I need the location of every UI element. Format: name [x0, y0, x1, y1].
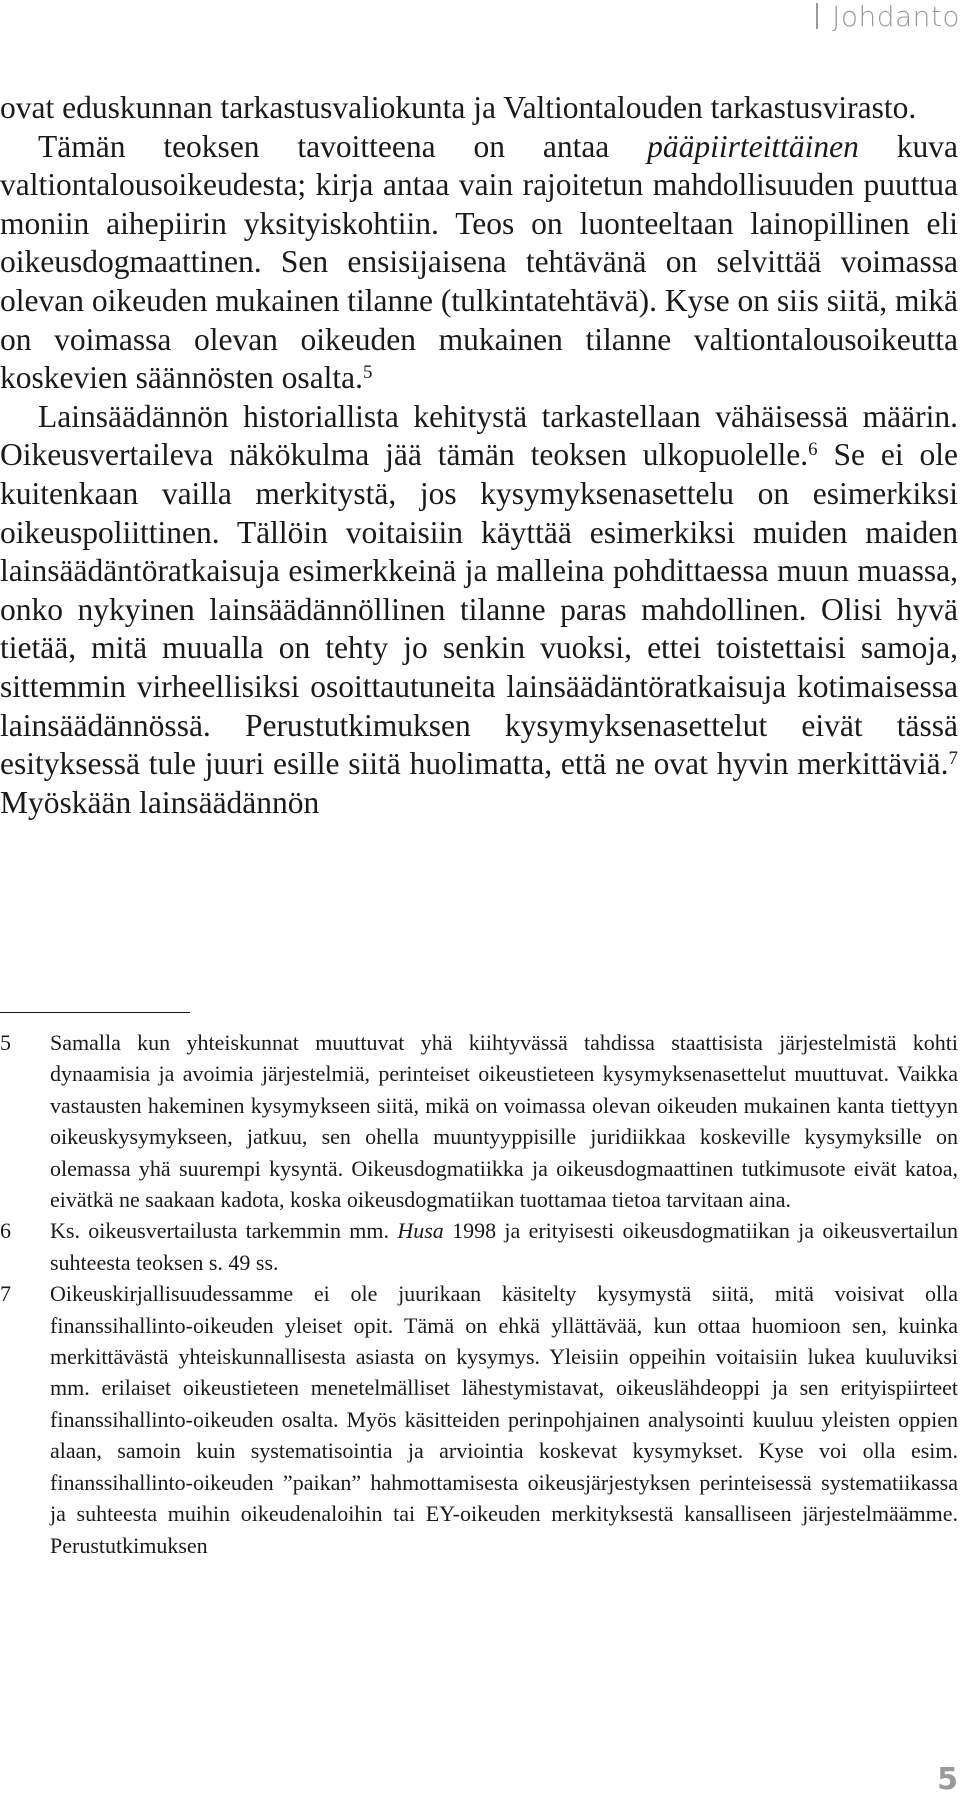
footnote-ref-6[interactable]: 6	[808, 438, 818, 460]
paragraph-3	[0, 398, 958, 823]
paragraph-3-text-c: Myöskään lainsäädännön	[0, 784, 320, 820]
footnote-number: 5	[0, 1030, 11, 1055]
paragraph-2-text-a: Tämän teoksen tavoitteena on antaa	[38, 128, 648, 164]
running-head	[816, 0, 960, 33]
footnote-6	[0, 1215, 958, 1278]
footnote-7	[0, 1278, 958, 1561]
footnote-number: 6	[0, 1218, 11, 1244]
paragraph-3-text-a: Lainsäädännön historiallista kehitystä tarkastellaan vähäisessä määrin. Oikeusvertaileva näkökulma jää tämän teoksen ulkopuolelle.	[0, 398, 958, 473]
footnotes	[0, 1027, 958, 1561]
footnote-separator	[0, 1012, 190, 1013]
footnote-text: Samalla kun yhteiskunnat muuttuvat yhä kiihtyvässä tahdissa staattisista järjestelmistä kohti dynaamisia ja avoimia järjestelmiä, perinteiset oikeustieteen kysymyksenasettelut muuttuvat. Vaikka vastausten hakeminen kysymykseen siitä, mikä on voimassa olevan oikeuden mukainen kanta tiettyyn oikeuskysymykseen, jatkuu, sen ohella muuntyyppisille juridiikkaa koskeville kysymyksille on olemassa yhä suurempi kysyntä. Oikeusdogmatiikka ja oikeusdogmaattinen tutkimusote eivät katoa, eivätkä ne saakaan kadota, koska oikeusdogmatiikan tuottamaa tietoa tarvitaan aina.	[50, 1030, 958, 1213]
footnote-text-a: Ks. oikeusvertailusta tarkemmin mm.	[50, 1218, 398, 1244]
footnote-number: 7	[0, 1281, 11, 1307]
footnote-text: Oikeuskirjallisuudessamme ei ole juurikaan käsitelty kysymystä siitä, mitä voisivat olla finanssihallinto-oikeuden yleiset opit. Tämä on ehkä yllättävää, kun ottaa huomioon sen, kuinka merkittävästä yhteiskunnallisesta asiasta on kysymys. Yleisiin oppeihin voitaisiin lukea kuuluviksi mm. erilaiset oikeustieteen menetelmälliset lähestymistavat, oikeuslähdeoppi ja sen erityispiirteet finanssihallinto-oikeuden osalta. Myös käsitteiden perinpohjainen analysointi kuuluu yleisten oppien alaan, samoin kuin systematisointia ja arviointia koskevat kysymykset. Kyse voi olla esim. finanssihallinto-oikeuden ”paikan” hahmottamisesta oikeusjärjestyksen perinteisessä systematiikassa ja suhteesta muihin oikeudenaloihin tai EY-oikeuden merkityksestä kansalliseen järjestelmäämme. Perustutkimuksen	[50, 1281, 958, 1558]
running-head-title: Johdanto	[832, 0, 960, 33]
paragraph-2-emphasis: pääpiirteittäinen	[647, 128, 859, 164]
footnote-text-b: 1998 ja erityisesti oikeusdogmatiikan ja oikeusvertailun suhteesta teoksen s. 49 ss.	[50, 1218, 958, 1275]
body-text	[0, 89, 958, 822]
paragraph-1: ovat eduskunnan tarkastusvaliokunta ja Valtiontalouden tarkastusvirasto.	[0, 90, 917, 125]
footnote-ref-7[interactable]: 7	[948, 747, 958, 769]
page-number: 5	[937, 1762, 958, 1797]
paragraph-2	[0, 128, 958, 398]
footnote-ref-5[interactable]: 5	[363, 361, 373, 383]
paragraph-3-text-b: Se ei ole kuitenkaan vailla merkitystä, jos kysymyksenasettelu on esimerkiksi oikeuspoliittinen. Tällöin voitaisiin käyttää esimerkiksi muiden maiden lainsäädäntöratkaisuja esimerkkeinä ja malleina pohdittaessa muun muassa, onko nykyinen lainsäädännöllinen tilanne paras mahdollinen. Olisi hyvä tietää, mitä muualla on tehty jo senkin vuoksi, ettei toistettaisi samoja, sittemmin virheellisiksi osoittautuneita lainsäädäntöratkaisuja kotimaisessa lainsäädännössä. Perustutkimuksen kysymyksenasettelut eivät tässä esityksessä tule juuri esille siitä huolimatta, että ne ovat hyvin merkittäviä.	[0, 437, 958, 782]
footnote-author-emphasis: Husa	[397, 1218, 444, 1244]
paragraph-2-text-b: kuva valtiontalousoikeudesta; kirja antaa vain rajoitetun mahdollisuuden puuttua moniin aihepiirin yksityiskohtiin. Teos on luonteeltaan lainopillinen eli oikeusdogmaattinen. Sen ensisijaisena tehtävänä on selvittää voimassa olevan oikeuden mukainen tilanne (tulkintatehtävä). Kyse on siis siitä, mikä on voimassa olevan oikeuden mukainen tilanne valtiontalousoikeutta koskevien säännösten osalta.	[0, 128, 958, 396]
footnote-5	[0, 1027, 958, 1215]
running-head-divider	[816, 3, 818, 29]
